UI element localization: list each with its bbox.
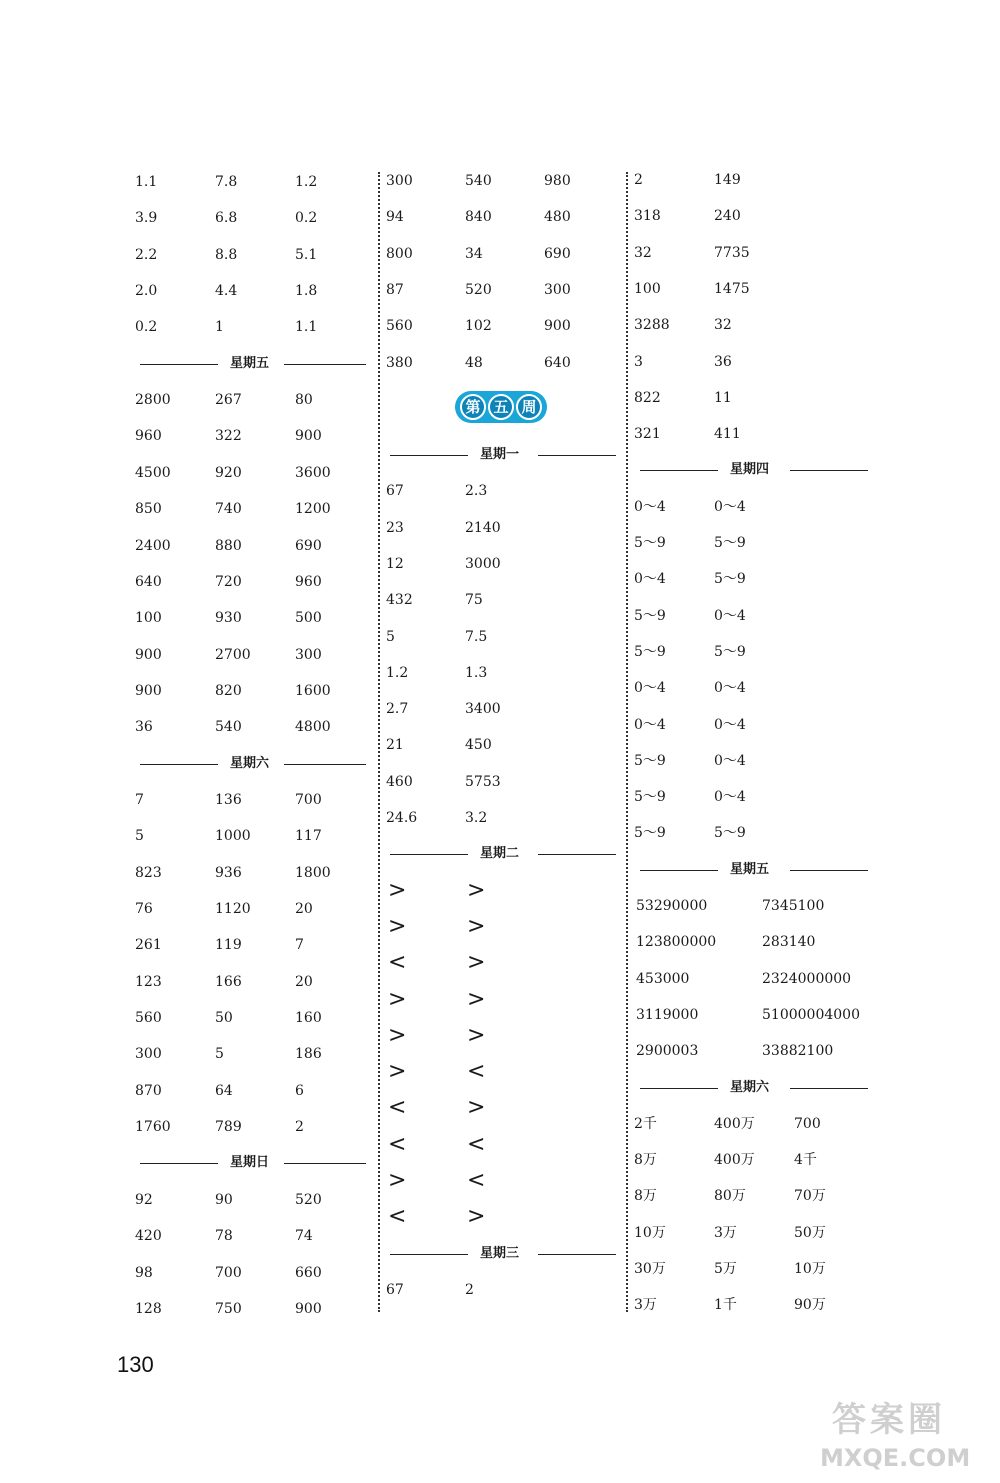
answer-value: 789: [215, 1119, 242, 1136]
comparison-symbol: >: [467, 950, 486, 976]
answer-value: 5～9: [634, 643, 666, 660]
comparison-symbol: <: [388, 950, 407, 976]
week-badge-char: 周: [516, 394, 542, 420]
answer-value: 32: [634, 244, 652, 261]
answer-value: 80: [295, 392, 313, 409]
answer-value: 520: [465, 281, 492, 298]
answer-value: 690: [544, 245, 571, 262]
answer-value: 24.6: [386, 810, 418, 827]
answer-value: 1.8: [295, 283, 318, 300]
answer-value: 5.1: [295, 246, 318, 263]
answer-value: 33882100: [762, 1043, 834, 1060]
answer-value: 2.0: [135, 283, 158, 300]
answer-value: 50: [215, 1010, 233, 1027]
answer-value: 520: [295, 1191, 322, 1208]
answer-value: 820: [215, 682, 242, 699]
answer-value: 480: [544, 209, 571, 226]
header-rule: [140, 364, 218, 365]
day-label: 星期一: [480, 447, 520, 463]
answer-value: 823: [135, 864, 162, 881]
header-rule: [640, 1088, 718, 1089]
answer-value: 5～9: [714, 535, 746, 551]
answer-value: 166: [215, 973, 242, 990]
answer-value: 640: [135, 573, 162, 590]
answer-value: 98: [135, 1264, 153, 1281]
answer-value: 380: [386, 354, 413, 371]
answer-value: 0～4: [714, 607, 746, 624]
answer-value: 2700: [215, 646, 251, 663]
answer-value: 450: [465, 737, 492, 754]
comparison-symbol: <: [467, 1059, 486, 1085]
day-label: 星期二: [480, 846, 520, 862]
answer-value: 283140: [762, 934, 816, 951]
answer-value: 3600: [295, 464, 331, 481]
answer-value: 840: [465, 209, 492, 226]
answer-value: 117: [295, 828, 322, 845]
day-label: 星期日: [230, 1155, 270, 1171]
answer-value: 0.2: [135, 319, 158, 336]
answer-value: 0～4: [714, 498, 746, 515]
answer-value: 3: [634, 353, 643, 370]
answer-value: 75: [465, 592, 483, 609]
answer-value: 300: [135, 1046, 162, 1063]
comparison-symbol: >: [388, 913, 407, 939]
column-divider: [626, 172, 628, 1312]
answer-value: 750: [215, 1300, 242, 1317]
answer-value: 12: [386, 555, 404, 572]
answer-value: 74: [295, 1228, 313, 1245]
answer-value: 3288: [634, 317, 670, 334]
answer-value: 1.2: [295, 174, 318, 190]
answer-value: 3.9: [135, 210, 158, 227]
answer-value: 102: [465, 318, 492, 335]
answer-value: 2.2: [135, 246, 158, 263]
answer-value: 3万: [634, 1297, 657, 1314]
answer-value: 1.1: [135, 174, 158, 190]
header-rule: [390, 455, 468, 456]
answer-value: 700: [794, 1115, 821, 1132]
answer-value: 7: [295, 937, 304, 954]
answer-value: 76: [135, 901, 153, 917]
answer-value: 936: [215, 864, 242, 881]
comparison-symbol: >: [467, 986, 486, 1012]
answer-value: 78: [215, 1228, 233, 1245]
answer-value: 36: [135, 719, 153, 736]
answer-value: 2400: [135, 537, 171, 554]
answer-value: 900: [135, 682, 162, 699]
answer-value: 4.4: [215, 283, 238, 300]
comparison-symbol: >: [388, 1059, 407, 1085]
header-rule: [140, 1163, 218, 1164]
answer-value: 1.1: [295, 319, 318, 336]
header-rule: [140, 764, 218, 765]
answer-value: 5: [215, 1046, 224, 1063]
answer-value: 23: [386, 519, 404, 536]
day-header: [380, 445, 630, 465]
answer-value: 453000: [636, 970, 690, 987]
header-rule: [640, 470, 718, 471]
answer-column-2: [380, 0, 630, 1483]
header-rule: [538, 455, 616, 456]
answer-value: 5～9: [634, 752, 666, 769]
answer-value: 2140: [465, 519, 501, 536]
day-label: 星期四: [730, 462, 770, 478]
answer-value: 0～4: [634, 680, 666, 697]
answer-value: 3119000: [636, 1006, 699, 1023]
answer-value: 2: [465, 1281, 474, 1298]
day-header: [630, 460, 1000, 480]
answer-value: 8万: [634, 1152, 657, 1169]
comparison-symbol: >: [467, 1022, 486, 1048]
comparison-symbol: >: [467, 1095, 486, 1121]
comparison-symbol: <: [467, 1131, 486, 1157]
answer-value: 7345100: [762, 898, 825, 914]
answer-value: 123: [135, 973, 162, 990]
answer-value: 4千: [794, 1152, 817, 1169]
answer-value: 800: [386, 245, 413, 262]
answer-value: 432: [386, 592, 413, 609]
answer-value: 7.5: [465, 628, 488, 645]
answer-value: 640: [544, 354, 571, 371]
answer-value: 300: [544, 281, 571, 298]
answer-value: 149: [714, 172, 741, 188]
answer-value: 1千: [714, 1297, 737, 1314]
answer-value: 822: [634, 389, 661, 406]
answer-value: 4800: [295, 719, 331, 736]
header-rule: [390, 1254, 468, 1255]
answer-value: 1.3: [465, 664, 488, 681]
answer-value: 1120: [215, 901, 251, 917]
comparison-symbol: >: [388, 986, 407, 1012]
answer-value: 7735: [714, 244, 750, 261]
answer-value: 32: [714, 317, 732, 334]
answer-value: 700: [215, 1264, 242, 1281]
answer-value: 5～9: [634, 825, 666, 842]
week-badge: [455, 391, 547, 423]
comparison-symbol: <: [388, 1131, 407, 1157]
answer-value: 21: [386, 737, 404, 754]
answer-value: 2千: [634, 1115, 657, 1132]
answer-value: 11: [714, 389, 732, 406]
answer-value: 5～9: [634, 535, 666, 551]
answer-value: 0～4: [714, 752, 746, 769]
answer-value: 850: [135, 501, 162, 518]
answer-value: 240: [714, 208, 741, 225]
answer-value: 500: [295, 610, 322, 627]
answer-value: 5～9: [714, 825, 746, 842]
answer-value: 10万: [794, 1261, 826, 1277]
answer-value: 2: [295, 1119, 304, 1136]
header-rule: [284, 764, 366, 765]
answer-value: 411: [714, 426, 741, 443]
page-number: 130: [117, 1352, 154, 1377]
answer-value: 3万: [714, 1224, 737, 1241]
answer-value: 318: [634, 208, 661, 225]
answer-value: 930: [215, 610, 242, 627]
answer-value: 5: [386, 628, 395, 645]
answer-value: 0～4: [714, 680, 746, 697]
answer-value: 5万: [714, 1261, 737, 1277]
answer-value: 0～4: [714, 789, 746, 806]
answer-value: 1200: [295, 501, 331, 518]
answer-value: 100: [135, 610, 162, 627]
week-badge-char: 第: [460, 394, 486, 420]
watermark-domain: MXQE.COM: [820, 1444, 971, 1472]
week-badge-char: 五: [488, 394, 514, 420]
answer-value: 5～9: [634, 789, 666, 806]
comparison-symbol: <: [388, 1204, 407, 1230]
answer-value: 900: [135, 646, 162, 663]
answer-value: 880: [215, 537, 242, 554]
answer-value: 3.2: [465, 810, 488, 827]
answer-value: 400万: [714, 1115, 755, 1132]
answer-value: 136: [215, 791, 242, 808]
comparison-symbol: <: [388, 1095, 407, 1121]
answer-value: 1000: [215, 828, 251, 845]
answer-value: 0～4: [714, 716, 746, 733]
header-rule: [790, 1088, 868, 1089]
answer-value: 64: [215, 1082, 233, 1099]
answer-value: 0.2: [295, 210, 318, 227]
answer-value: 700: [295, 791, 322, 808]
answer-value: 20: [295, 973, 313, 990]
answer-value: 53290000: [636, 898, 708, 914]
answer-value: 267: [215, 392, 242, 409]
answer-value: 90: [215, 1191, 233, 1208]
answer-value: 1760: [135, 1119, 171, 1136]
comparison-symbol: >: [467, 877, 486, 903]
answer-value: 2.7: [386, 701, 409, 718]
answer-value: 51000004000: [762, 1006, 860, 1023]
answer-value: 5～9: [714, 643, 746, 660]
answer-value: 90万: [794, 1297, 826, 1314]
answer-value: 420: [135, 1228, 162, 1245]
answer-value: 870: [135, 1082, 162, 1099]
day-label: 星期六: [730, 1079, 770, 1095]
answer-value: 0～4: [634, 716, 666, 733]
answer-value: 48: [465, 354, 483, 371]
answer-value: 100: [634, 280, 661, 297]
answer-value: 1800: [295, 864, 331, 881]
answer-value: 321: [634, 426, 661, 443]
answer-value: 92: [135, 1191, 153, 1208]
answer-value: 690: [295, 537, 322, 554]
answer-value: 2.3: [465, 483, 488, 500]
answer-value: 36: [714, 353, 732, 370]
answer-value: 6.8: [215, 210, 238, 227]
answer-value: 10万: [634, 1224, 666, 1241]
day-label: 星期五: [730, 861, 770, 877]
header-rule: [790, 470, 868, 471]
answer-value: 5: [135, 828, 144, 845]
watermark-logo: [820, 1400, 995, 1475]
answer-value: 2324000000: [762, 970, 852, 987]
answer-value: 119: [215, 937, 242, 954]
answer-value: 67: [386, 1281, 404, 1298]
comparison-symbol: >: [388, 877, 407, 903]
answer-value: 186: [295, 1046, 322, 1063]
answer-value: 900: [295, 428, 322, 445]
answer-value: 540: [215, 719, 242, 736]
comparison-symbol: <: [467, 1168, 486, 1194]
answer-value: 560: [135, 1010, 162, 1027]
watermark-title: 答案圈: [832, 1400, 946, 1440]
answer-value: 0～4: [634, 571, 666, 588]
answer-value: 920: [215, 464, 242, 481]
answer-value: 7.8: [215, 174, 238, 190]
day-header: [0, 354, 380, 374]
comparison-symbol: >: [467, 1204, 486, 1230]
answer-value: 8万: [634, 1188, 657, 1205]
comparison-symbol: >: [388, 1022, 407, 1048]
answer-value: 300: [386, 173, 413, 189]
header-rule: [284, 364, 366, 365]
answer-value: 94: [386, 209, 404, 226]
day-label: 星期三: [480, 1245, 520, 1261]
answer-value: 123800000: [636, 934, 717, 951]
comparison-symbol: >: [467, 913, 486, 939]
header-rule: [538, 1254, 616, 1255]
answer-value: 2800: [135, 392, 171, 409]
answer-value: 5753: [465, 773, 501, 790]
answer-value: 900: [295, 1300, 322, 1317]
answer-value: 2900003: [636, 1043, 699, 1060]
answer-value: 6: [295, 1082, 304, 1099]
header-rule: [538, 854, 616, 855]
answer-column-1: [0, 0, 380, 1483]
answer-value: 2: [634, 172, 643, 188]
answer-value: 80万: [714, 1188, 746, 1205]
answer-value: 300: [295, 646, 322, 663]
answer-value: 50万: [794, 1224, 826, 1241]
answer-value: 3400: [465, 701, 501, 718]
answer-value: 8.8: [215, 246, 238, 263]
answer-value: 34: [465, 245, 483, 262]
answer-value: 160: [295, 1010, 322, 1027]
header-rule: [790, 870, 868, 871]
answer-value: 4500: [135, 464, 171, 481]
answer-value: 960: [295, 573, 322, 590]
answer-column-3: [630, 0, 1000, 1483]
day-header: [630, 1078, 1000, 1098]
header-rule: [284, 1163, 366, 1164]
answer-value: 0～4: [634, 498, 666, 515]
answer-value: 540: [465, 173, 492, 189]
answer-value: 3000: [465, 555, 501, 572]
answer-value: 5～9: [634, 607, 666, 624]
answer-value: 1: [215, 319, 224, 336]
day-label: 星期五: [230, 355, 270, 371]
answer-value: 20: [295, 901, 313, 917]
answer-value: 1.2: [386, 664, 409, 681]
answer-value: 1475: [714, 280, 750, 297]
answer-value: 7: [135, 791, 144, 808]
header-rule: [640, 870, 718, 871]
answer-value: 128: [135, 1300, 162, 1317]
answer-value: 660: [295, 1264, 322, 1281]
day-header: [380, 844, 630, 864]
answer-value: 87: [386, 281, 404, 298]
answer-value: 1600: [295, 682, 331, 699]
answer-value: 5～9: [714, 571, 746, 588]
answer-value: 322: [215, 428, 242, 445]
header-rule: [390, 854, 468, 855]
answer-value: 30万: [634, 1261, 666, 1277]
answer-value: 740: [215, 501, 242, 518]
answer-value: 70万: [794, 1188, 826, 1205]
answer-value: 67: [386, 483, 404, 500]
answer-value: 960: [135, 428, 162, 445]
answer-value: 400万: [714, 1152, 755, 1169]
day-label: 星期六: [230, 755, 270, 771]
day-header: [630, 860, 1000, 880]
day-header: [0, 754, 380, 774]
answer-value: 900: [544, 318, 571, 335]
comparison-symbol: >: [388, 1168, 407, 1194]
answer-value: 460: [386, 773, 413, 790]
day-header: [380, 1244, 630, 1264]
day-header: [0, 1153, 380, 1173]
answer-value: 261: [135, 937, 162, 954]
answer-value: 720: [215, 573, 242, 590]
answer-value: 980: [544, 173, 571, 189]
answer-value: 560: [386, 318, 413, 335]
